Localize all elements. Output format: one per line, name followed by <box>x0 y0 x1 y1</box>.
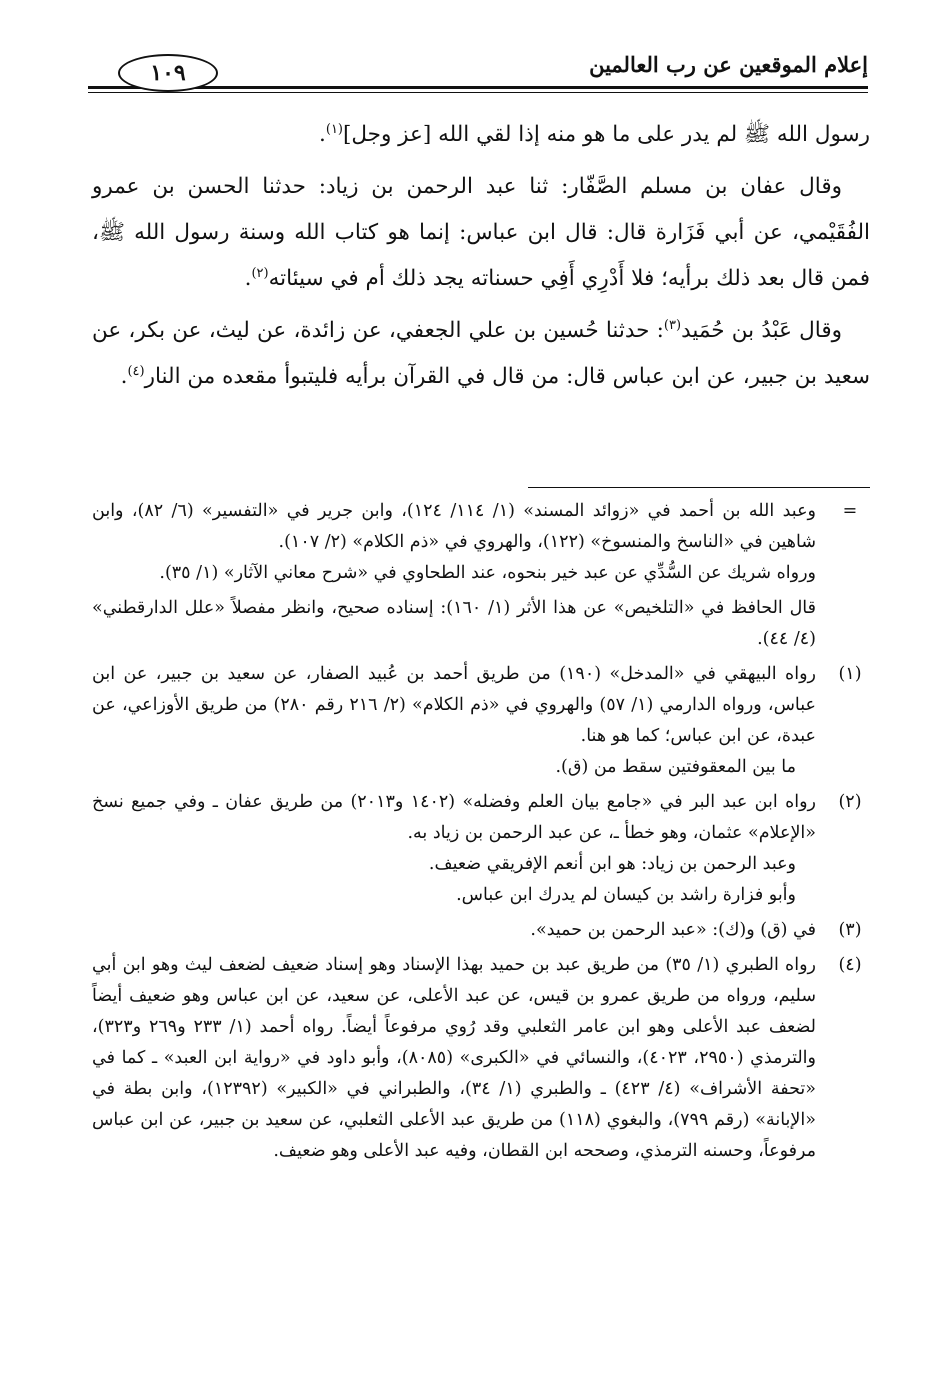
footnote-line: وعبد الرحمن بن زياد: هو ابن أنعم الإفريقي ضعيف. <box>428 854 796 874</box>
footnote-line: في (ق) و(ك): «عبد الرحمن بن حميد». <box>530 920 816 940</box>
footnotes <box>92 496 870 1171</box>
footnote-ref: (٢) <box>251 265 269 281</box>
footnote-line: رواه ابن عبد البر في «جامع بيان العلم وفضله» (١٤٠٢ و٢٠١٣) من طريق عفان ـ وفي جميع نسخ «الإعلام» عثمان، وهو خطأ ـ، عن عبد الرحمن بن زياد به. <box>92 792 817 843</box>
footnote-marker: (٤) <box>838 955 862 975</box>
footnote-line: ما بين المعقوفتين سقط من (ق). <box>555 757 796 777</box>
running-header <box>88 46 868 94</box>
footnote-1 <box>92 659 870 783</box>
footnote-line: رواه الطبري (١/ ٣٥) من طريق عبد بن حميد بهذا الإسناد وهو إسناد ضعيف لضعف ليث وهو ابن أبي سليم، ورواه من طريق عمرو بن قيس، عن عبد الأعلى، عن سعيد، عن ابن عباس وهو ضعيف أيضاً لضعف عبد الأعلى وهو ابن عامر الثعلبي وقد رُوي مرفوعاً أيضاً. رواه أحمد (١/ ٢٣٣ و٢٦٩ و٣٢٣)، والترمذي (٢٩٥٠، ٤٠٢٣)، والنسائي في «الكبرى» (٨٠٨٥)، وأبو داود في «رواية ابن العبد» ـ كما في «تحفة الأشراف» (٤/ ٤٢٣) ـ والطبري (١/ ٣٤)، والطبراني في «الكبير» (١٢٣٩٢)، وابن بطة في «الإبانة» (رقم ٧٩٩)، والبغوي (١١٨) من طريق عبد الأعلى الثعلبي، عن سعيد بن جبير، عن ابن عباس مرفوعاً، وحسنه الترمذي، وصححه ابن القطان، وفيه عبد الأعلى وهو ضعيف. <box>92 955 816 1161</box>
footnote-ref: (٣) <box>663 317 682 333</box>
footnote-continuation <box>92 496 870 655</box>
paragraph-3: وقال عَبْدُ بن حُمَيد$^{(٣)}$: حدثنا حُسين بن علي الجعفي، عن زائدة، عن ليث، عن بكر، عن سعيد بن جبير، عن ابن عباس قال: من قال في القرآن برأيه فليتبوأ مقعده من النار$^{(٤)}$. <box>92 317 870 389</box>
header-rule-thin <box>88 92 868 93</box>
footnote-line: رواه البيهقي في «المدخل» (١٩٠) من طريق أحمد بن عُبيد الصفار، عن سعيد بن جبير، عن ابن عباس، ورواه الدارمي (١/ ٥٧) والهروي في «ذم الكلام» (٢/ ٢١٦ رقم ٢٨٠) من طريق الأوزاعي، عن عبدة، عن ابن عباس؛ كما هو هنا. <box>92 664 816 746</box>
footnote-3 <box>92 915 870 946</box>
footnote-marker: (٢) <box>838 792 862 812</box>
footnote-line: قال الحافظ في «التلخيص» عن هذا الأثر (١/ ١٦٠): إسناده صحيح، وانظر مفصلاً «علل الدارقطني» (٤/ ٤٤). <box>92 598 816 649</box>
page-number: ١٠٩ <box>118 54 218 92</box>
footnote-line: ورواه شريك عن السُّدِّي عن عبد خير بنحوه، عند الطحاوي في «شرح معاني الآثار» (١/ ٣٥). <box>159 563 816 583</box>
footnote-ref: (١) <box>325 121 343 137</box>
paragraph-1: رسول الله ﷺ لم يدر على ما هو منه إذا لقي الله [عز وجل]$^{(١)}$. <box>319 121 870 147</box>
main-text <box>92 112 870 406</box>
footnote-2 <box>92 787 870 911</box>
footnote-line: وأبو فزارة راشد بن كيسان لم يدرك ابن عباس. <box>456 885 796 905</box>
footnote-4 <box>92 950 870 1167</box>
footnote-marker: (١) <box>838 664 862 684</box>
continuation-marker: = <box>842 501 858 521</box>
footnote-marker: (٣) <box>838 920 862 940</box>
footnote-separator <box>528 487 870 488</box>
footnote-line: وعبد الله بن أحمد في «زوائد المسند» (١/ ١١٤/ ١٢٤)، وابن جرير في «التفسير» (٦/ ٨٢)، وابن شاهين في «الناسخ والمنسوخ» (١٢٢)، والهروي في «ذم الكلام» (٢/ ١٠٧). <box>92 501 816 552</box>
paragraph-2: وقال عفان بن مسلم الصَّفّار: ثنا عبد الرحمن بن زياد: حدثنا الحسن بن عمرو الفُقَيْمي، عن أبي فَزَارة قال: قال ابن عباس: إنما هو كتاب الله وسنة رسول الله ﷺ، فمن قال بعد ذلك برأيه؛ فلا أَدْرِي أَفِي حسناته يجد ذلك أم في سيئاته$^{(٢)}$. <box>92 174 870 291</box>
footnote-ref: (٤) <box>127 363 145 379</box>
book-title: إعلام الموقعين عن رب العالمين <box>589 52 868 77</box>
header-rule <box>88 86 868 89</box>
